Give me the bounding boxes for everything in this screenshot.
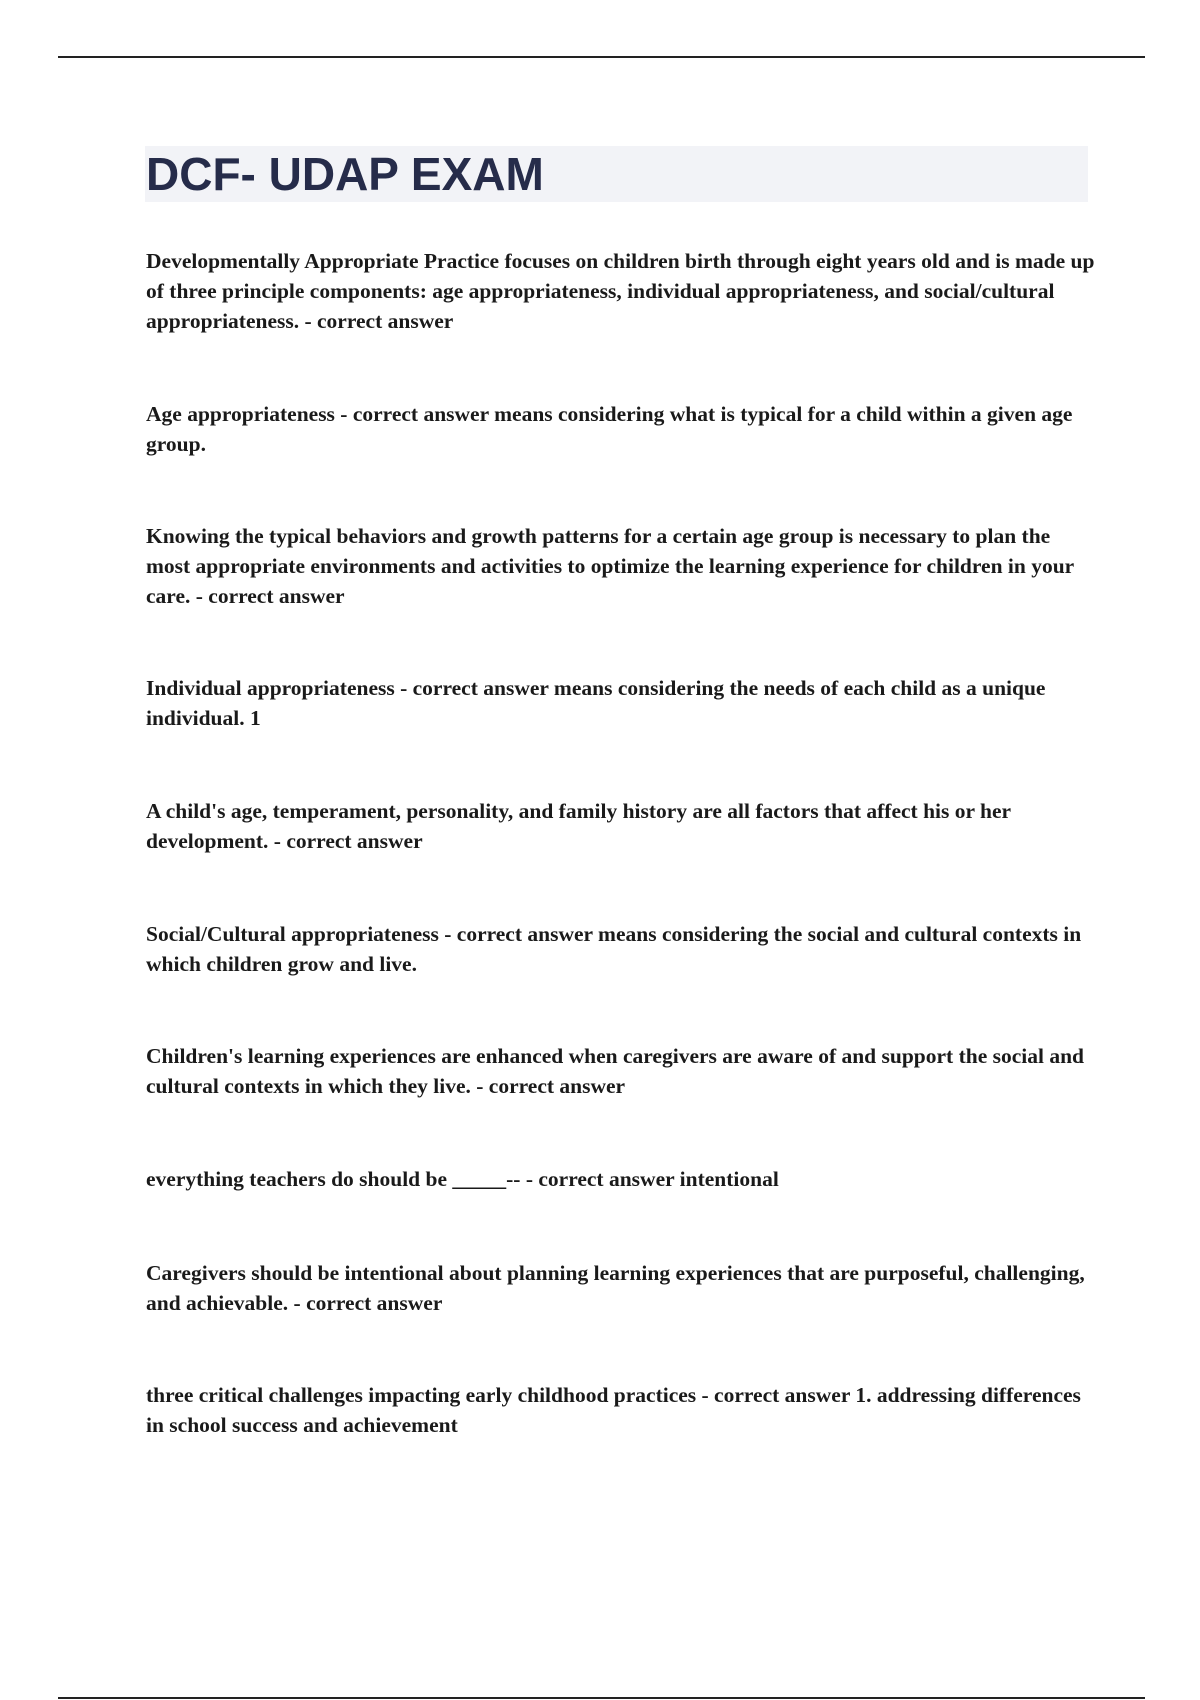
qa-item: everything teachers do should be _____-- - correct answer intentional (146, 1167, 779, 1191)
bottom-rule (58, 1697, 1145, 1699)
qa-item: A child's age, temperament, personality, and family history are all factors that affect his or her development. - correct answer (146, 799, 1011, 853)
qa-item: three critical challenges impacting early childhood practices - correct answer 1. addressing differences in school success and achievement (146, 1383, 1081, 1437)
qa-item: Social/Cultural appropriateness - correct answer means considering the social and cultural contexts in which children grow and live. (146, 922, 1082, 976)
qa-item: Developmentally Appropriate Practice focuses on children birth through eight years old and is made up of three principle components: age appropriateness, individual appropriateness, and social/cultural appropriateness. - correct answer (146, 249, 1095, 333)
top-rule (58, 56, 1145, 58)
qa-item: Individual appropriateness - correct answer means considering the needs of each child as a unique individual. 1 (146, 676, 1046, 730)
qa-item: Caregivers should be intentional about planning learning experiences that are purposeful, challenging, and achievable. - correct answer (146, 1261, 1085, 1315)
qa-item: Age appropriateness - correct answer means considering what is typical for a child within a given age group. (146, 402, 1073, 456)
qa-item: Children's learning experiences are enhanced when caregivers are aware of and support the social and cultural contexts in which they live. - correct answer (146, 1044, 1085, 1098)
page-title: DCF- UDAP EXAM (146, 148, 544, 200)
qa-item: Knowing the typical behaviors and growth patterns for a certain age group is necessary to plan the most appropriate environments and activities to optimize the learning experience for children in your care. - correct answer (146, 524, 1074, 608)
